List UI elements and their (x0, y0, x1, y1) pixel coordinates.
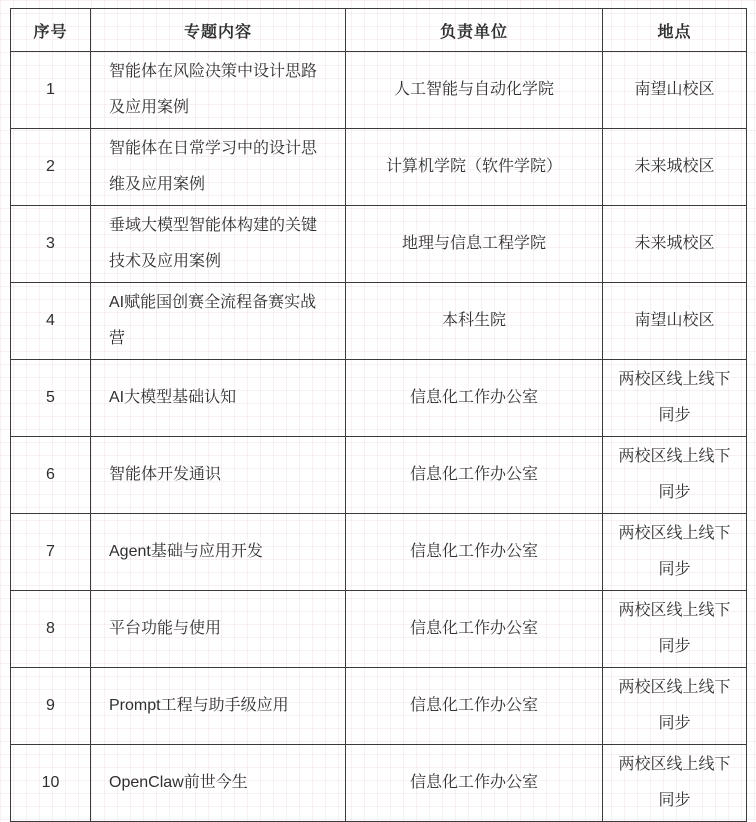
table-row (11, 668, 747, 745)
cell-topic: 平台功能与使用 (91, 591, 346, 668)
cell-location: 两校区线上线下同步 (603, 360, 747, 437)
cell-no: 9 (11, 668, 91, 745)
cell-unit: 信息化工作办公室 (346, 745, 603, 822)
cell-no: 7 (11, 514, 91, 591)
cell-location: 两校区线上线下同步 (603, 591, 747, 668)
column-header-no: 序号 (11, 9, 91, 52)
cell-location: 两校区线上线下同步 (603, 668, 747, 745)
table-row (11, 206, 747, 283)
cell-topic: AI大模型基础认知 (91, 360, 346, 437)
cell-location: 南望山校区 (603, 52, 747, 129)
cell-topic: 垂域大模型智能体构建的关键技术及应用案例 (91, 206, 346, 283)
cell-location: 两校区线上线下同步 (603, 745, 747, 822)
header-row (11, 9, 747, 52)
column-header-location: 地点 (603, 9, 747, 52)
cell-unit: 计算机学院（软件学院） (346, 129, 603, 206)
cell-topic: OpenClaw前世今生 (91, 745, 346, 822)
cell-no: 4 (11, 283, 91, 360)
cell-no: 1 (11, 52, 91, 129)
cell-location: 未来城校区 (603, 129, 747, 206)
cell-unit: 地理与信息工程学院 (346, 206, 603, 283)
cell-unit: 本科生院 (346, 283, 603, 360)
column-header-unit: 负责单位 (346, 9, 603, 52)
cell-no: 5 (11, 360, 91, 437)
cell-unit: 信息化工作办公室 (346, 360, 603, 437)
cell-topic: AI赋能国创赛全流程备赛实战营 (91, 283, 346, 360)
cell-unit: 信息化工作办公室 (346, 668, 603, 745)
column-header-topic: 专题内容 (91, 9, 346, 52)
table-row (11, 52, 747, 129)
cell-location: 两校区线上线下同步 (603, 514, 747, 591)
cell-topic: 智能体在日常学习中的设计思维及应用案例 (91, 129, 346, 206)
cell-no: 8 (11, 591, 91, 668)
cell-location: 两校区线上线下同步 (603, 437, 747, 514)
cell-topic: Prompt工程与助手级应用 (91, 668, 346, 745)
cell-location: 未来城校区 (603, 206, 747, 283)
cell-unit: 信息化工作办公室 (346, 591, 603, 668)
table-row (11, 283, 747, 360)
table-row (11, 360, 747, 437)
cell-no: 3 (11, 206, 91, 283)
cell-unit: 人工智能与自动化学院 (346, 52, 603, 129)
cell-unit: 信息化工作办公室 (346, 514, 603, 591)
schedule-table (10, 8, 747, 822)
cell-topic: 智能体在风险决策中设计思路及应用案例 (91, 52, 346, 129)
cell-no: 10 (11, 745, 91, 822)
table-row (11, 437, 747, 514)
cell-topic: 智能体开发通识 (91, 437, 346, 514)
table-row (11, 745, 747, 822)
cell-unit: 信息化工作办公室 (346, 437, 603, 514)
cell-no: 2 (11, 129, 91, 206)
table-row (11, 514, 747, 591)
cell-location: 南望山校区 (603, 283, 747, 360)
cell-topic: Agent基础与应用开发 (91, 514, 346, 591)
table-row (11, 591, 747, 668)
cell-no: 6 (11, 437, 91, 514)
table-row (11, 129, 747, 206)
